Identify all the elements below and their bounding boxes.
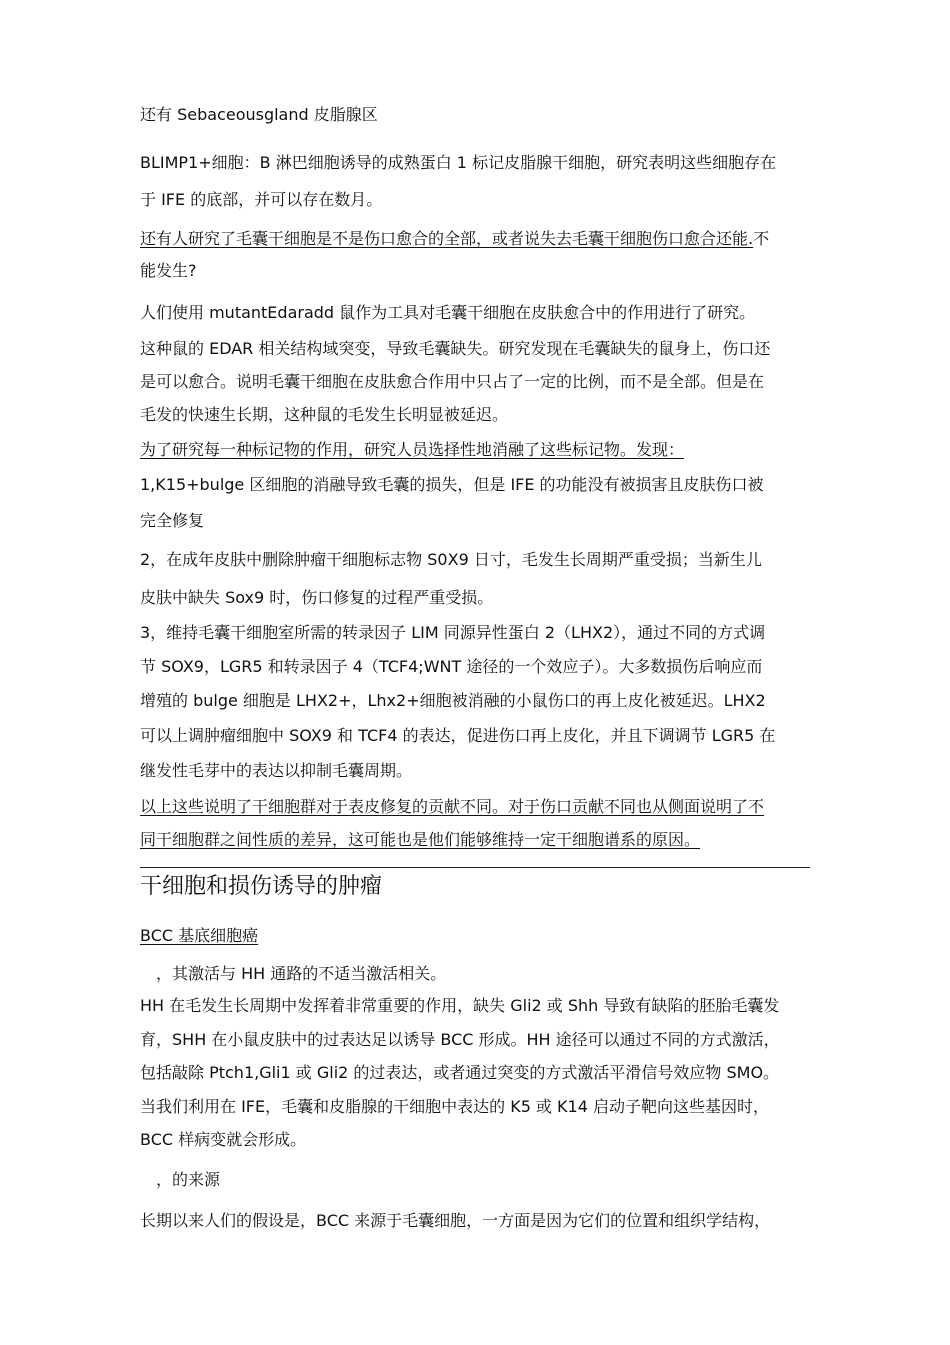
- text-line: 长期以来人们的假设是，BCC 来源于毛囊细胞，一方面是因为它们的位置和组织学结构，: [140, 1211, 771, 1230]
- text-line: ，其激活与 HH 通路的不适当激活相关。: [156, 964, 447, 983]
- text-line: 节 SOX9，LGR5 和转录因子 4（TCF4;WNT 途径的一个效应子）。大多数损伤后响应而: [140, 657, 763, 676]
- text-line: 还有 Sebaceousgland 皮脂腺区: [140, 105, 378, 124]
- text-line: HH 在毛发生长周期中发挥着非常重要的作用，缺失 Gli2 或 Shh 导致有缺陷的胚胎毛囊发: [140, 996, 780, 1015]
- text-line: 增殖的 bulge 细胞是 LHX2+，Lhx2+细胞被消融的小鼠伤口的再上皮化被延迟。LHX2: [140, 691, 766, 710]
- text-line: BLIMP1+细胞：B 淋巴细胞诱导的成熟蛋白 1 标记皮脂腺干细胞，研究表明这些细胞存在: [140, 153, 777, 172]
- subheading: BCC 基底细胞癌: [140, 926, 259, 945]
- underlined-text: 同干细胞群之间性质的差异，这可能也是他们能够维持一定干细胞谱系的原因。: [140, 830, 701, 849]
- text-line: 人们使用 mutantEdaradd 鼠作为工具对毛囊干细胞在皮肤愈合中的作用进行了研究。: [140, 303, 756, 322]
- section-divider: [140, 867, 810, 868]
- text-line: 能发生?: [140, 261, 197, 280]
- text-line: 于 IFE 的底部，并可以存在数月。: [140, 190, 383, 209]
- text-line: 继发性毛芽中的表达以抑制毛囊周期。: [140, 761, 413, 780]
- text-line: 可以上调肿瘤细胞中 SOX9 和 TCF4 的表达，促进伤口再上皮化，并且下调调节 LGR5 在: [140, 726, 776, 745]
- text-line: 这种鼠的 EDAR 相关结构域突变，导致毛囊缺失。研究发现在毛囊缺失的鼠身上，伤口还: [140, 339, 771, 358]
- underlined-text: 以上这些说明了干细胞群对于表皮修复的贡献不同。对于伤口贡献不同也从侧面说明了不: [140, 797, 765, 816]
- text-span: 不: [753, 229, 770, 248]
- text-line: [140, 228, 769, 250]
- text-line: 1,K15+bulge 区细胞的消融导致毛囊的损失，但是 IFE 的功能没有被损害且皮肤伤口被: [140, 475, 764, 494]
- text-line: 育，SHH 在小鼠皮肤中的过表达足以诱导 BCC 形成。HH 途径可以通过不同的方式激活，: [140, 1030, 780, 1049]
- section-heading: 干细胞和损伤诱导的肿瘤: [140, 874, 383, 899]
- text-line: 完全修复: [140, 511, 205, 530]
- text-line: 2，在成年皮肤中删除肿瘤干细胞标志物 S0X9 日寸，毛发生长周期严重受损；当新生儿: [140, 550, 762, 569]
- text-line: 毛发的快速生长期，这种鼠的毛发生长明显被延迟。: [140, 405, 509, 424]
- text-line: 3，维持毛囊干细胞室所需的转录因子 LIM 同源异性蛋白 2（LHX2），通过不同的方式调: [140, 623, 766, 642]
- text-line: 皮肤中缺失 Sox9 时，伤口修复的过程严重受损。: [140, 588, 494, 607]
- text-line: 包括敲除 Ptch1,Gli1 或 Gli2 的过表达，或者通过突变的方式激活平滑信号效应物 SMO。: [140, 1063, 780, 1082]
- underlined-text: 还有人研究了毛囊干细胞是不是伤口愈合的全部，或者说失去毛囊干细胞伤口愈合还能.: [140, 229, 754, 248]
- text-line: BCC 样病变就会形成。: [140, 1130, 307, 1149]
- text-line: ，的来源: [156, 1170, 221, 1189]
- text-line: 是可以愈合。说明毛囊干细胞在皮肤愈合作用中只占了一定的比例，而不是全部。但是在: [140, 372, 765, 391]
- underlined-text: 为了研究每一种标记物的作用，研究人员选择性地消融了这些标记物。发现：: [140, 440, 685, 459]
- text-line: 当我们利用在 IFE，毛囊和皮脂腺的干细胞中表达的 K5 或 K14 启动子靶向这些基因时，: [140, 1097, 769, 1116]
